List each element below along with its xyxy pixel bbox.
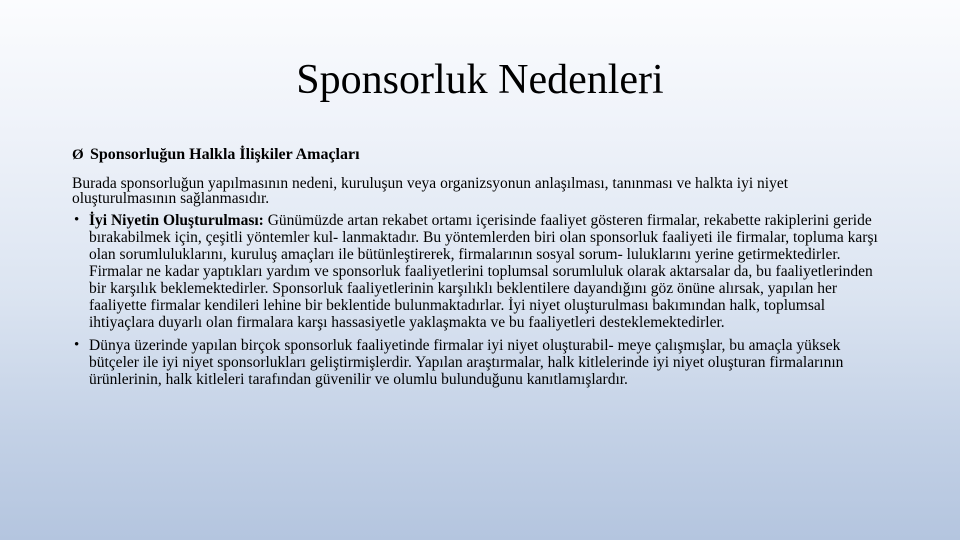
bullet-item [72,212,892,331]
bullet-dot-icon: • [74,212,80,228]
bullet-item [72,337,892,388]
section-heading [72,145,892,165]
slide-title: Sponsorluk Nedenleri [296,57,664,103]
bullet-bold-lead: İyi Niyetin Oluşturulması: [89,212,264,229]
bullet-list [72,212,892,388]
bullet-text: Günümüzde artan rekabet ortamı içerisinde faaliyet gösteren firmalar, rekabette rakiplerini geride bırakabilmek için, çeşitli yöntemler kul- lanmaktadır. Bu yöntemlerden biri olan sponsorluk faaliyeti ile firmalar, topluma karşı olan sorumluluklarını, kuruluş amaçları ile bütünleştirerek, firmalarının sosyal sorum- luluklarını yerine getirmektedirler. Firmalar ne kadar yaptıkları yardım ve sponsorluk faaliyetlerini toplumsal sorumluluk olarak aktarsalar da, bu faaliyetlerinden bir karşılık beklemektedirler. Sponsorluk faaliyetlerinin karşılıklı beklentilere dayandığını göz önüne alırsak, yapılan her faaliyette firmalar kendileri lehine bir beklentide bulunmaktadırlar. İyi niyet oluşturulması bakımından halk, toplumsal ihtiyaçlara duyarlı olan firmalara karşı hassasiyetle yaklaşmakta ve bu faaliyetleri desteklemektedirler. [89,212,878,331]
bullet-text: Dünya üzerinde yapılan birçok sponsorluk faaliyetinde firmalar iyi niyet oluşturabil- meye çalışmışlar, bu amaçla yüksek bütçeler ile iyi niyet sponsorlukları geliştirmişlerdir. Yapılan araştırmalar, halk kitlelerinde iyi niyet oluşturan firmalarının ürünlerinin, halk kitleleri tarafından güvenilir ve olumlu bulunduğunu kanıtlamışlardır. [89,337,844,388]
bullet-dot-icon: • [74,337,80,353]
arrow-bullet-icon: Ø [72,147,84,163]
section-heading-text: Sponsorluğun Halkla İlişkiler Amaçları [90,146,360,163]
slide-content [72,145,892,394]
intro-paragraph: Burada sponsorluğun yapılmasının nedeni, kuruluşun veya organizsyonun anlaşılması, tanınması ve halkta iyi niyet oluşturulmasının sağlanmasıdır. [72,175,789,207]
